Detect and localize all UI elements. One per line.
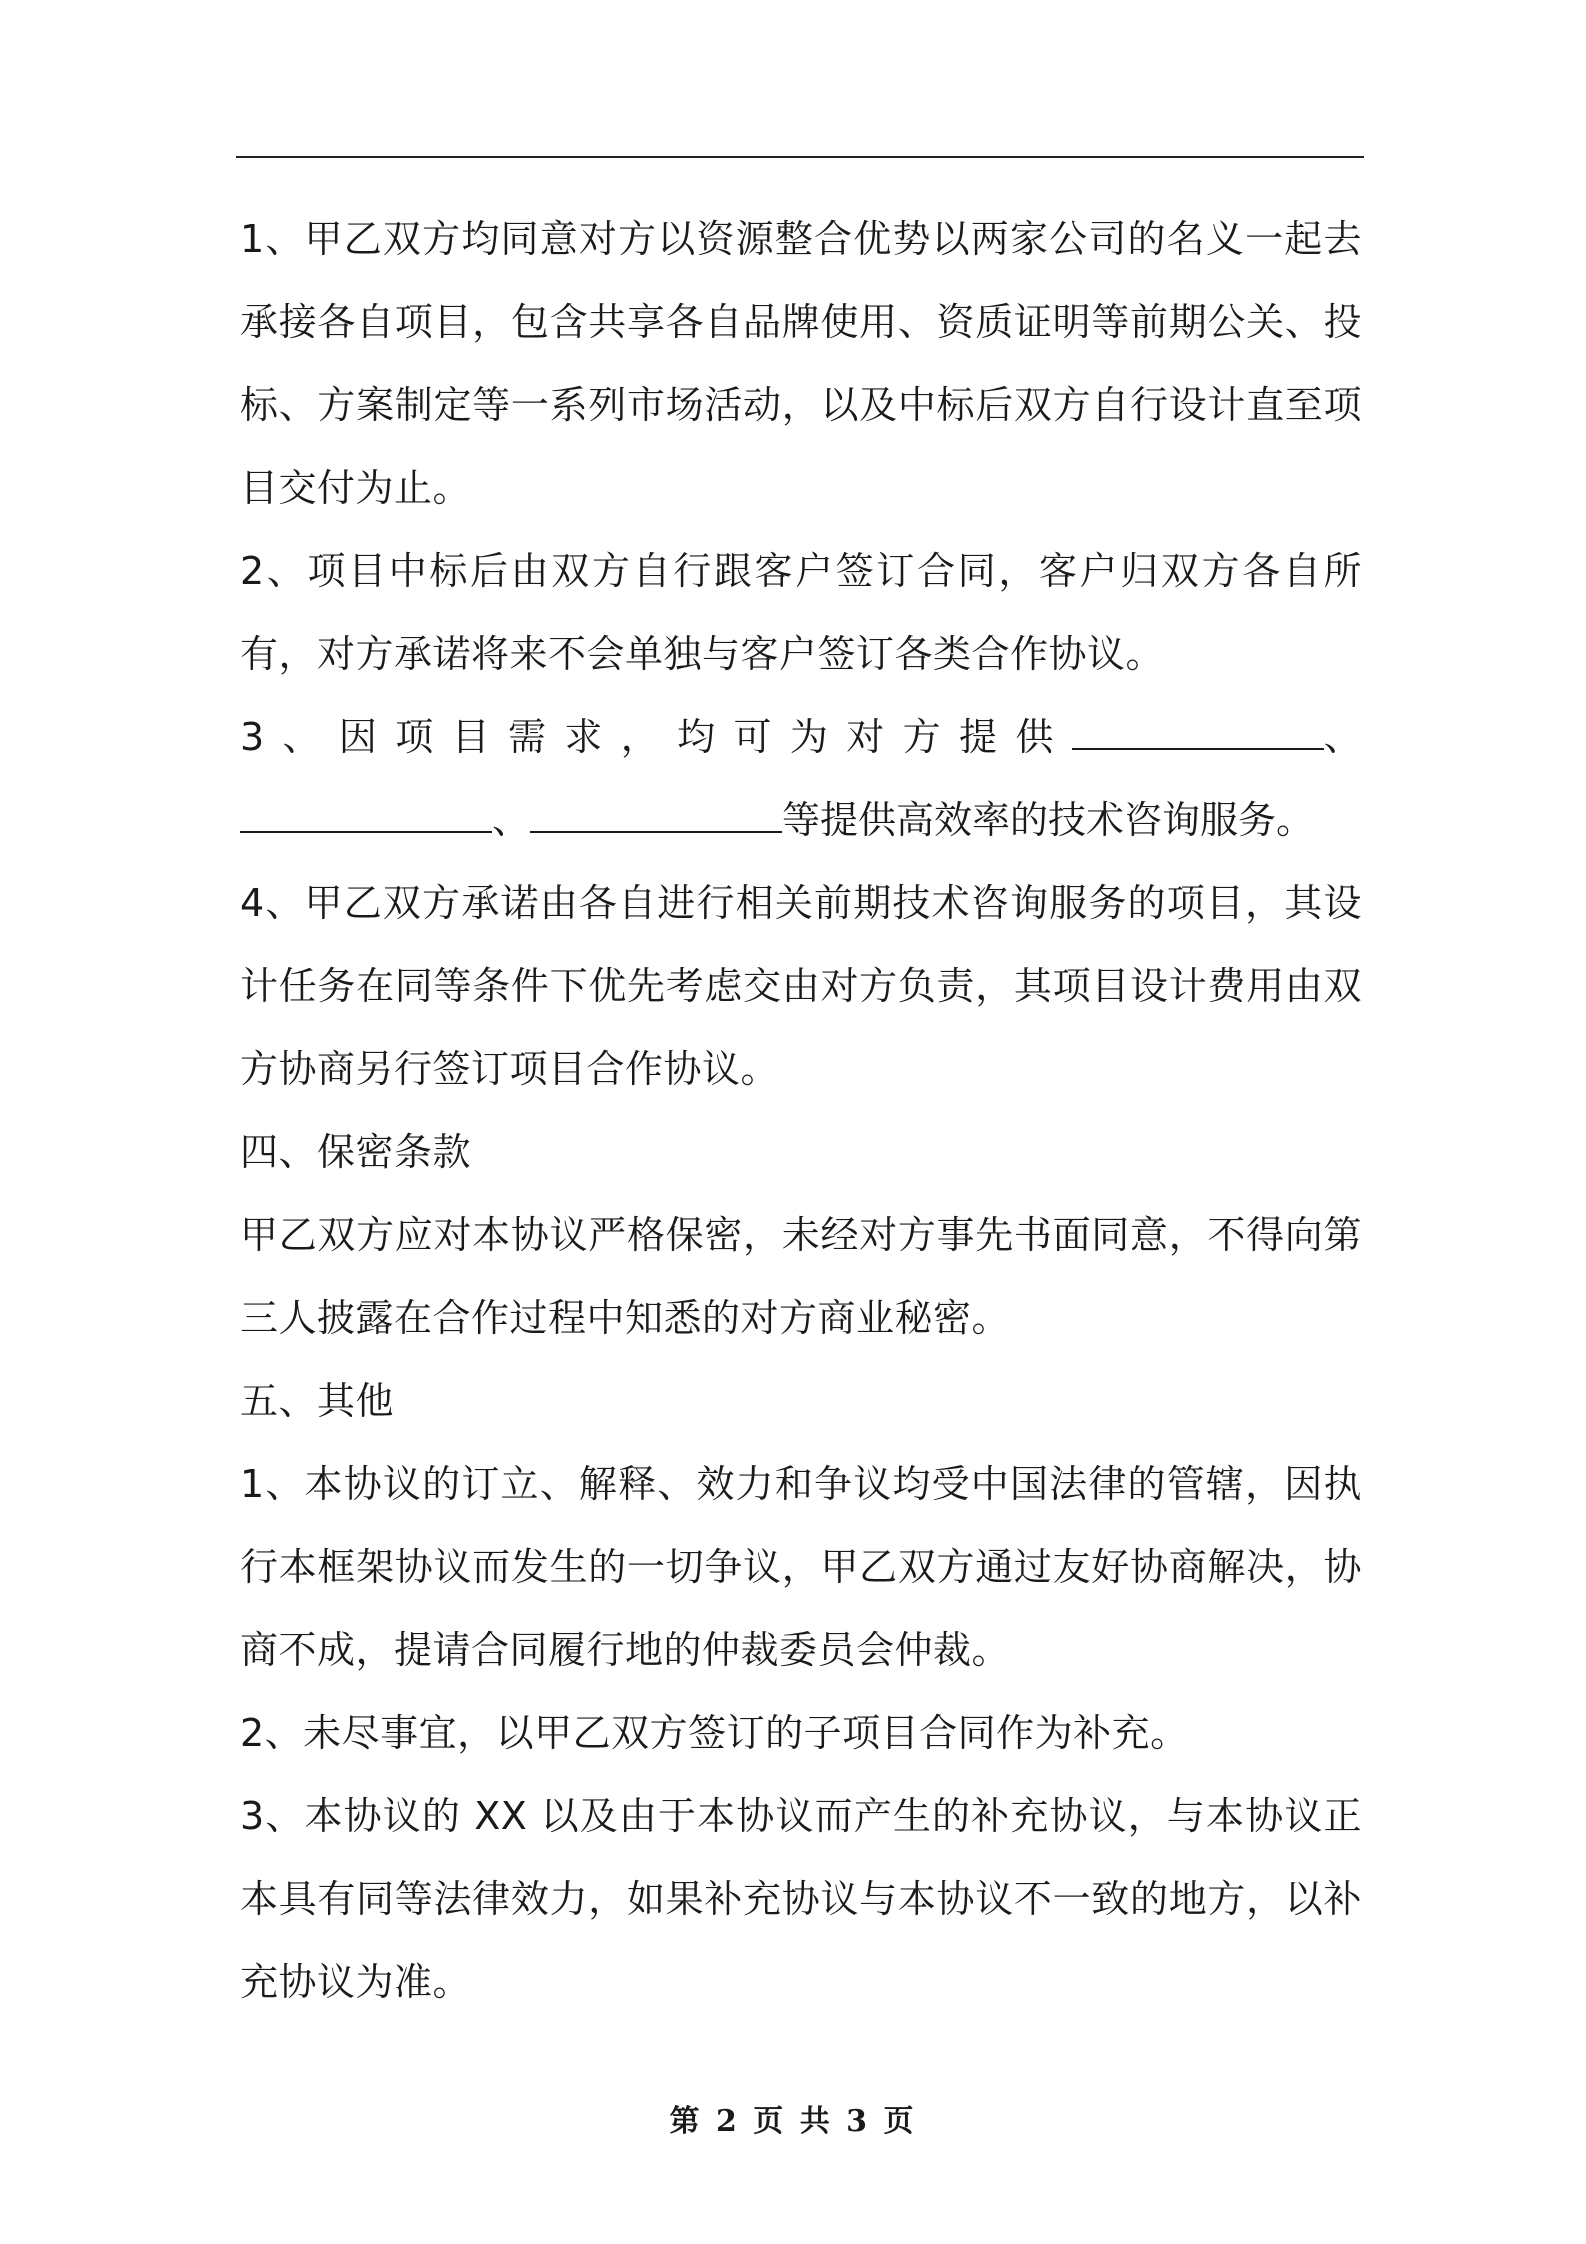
clause-3-char: 、 <box>282 715 321 759</box>
clause-3 <box>240 696 1362 862</box>
clause-3-char: 供 <box>1015 715 1054 759</box>
clause-3-char: 3 <box>240 715 265 759</box>
clause-3-separator: 、 <box>492 798 531 842</box>
section-heading-confidentiality: 四、保密条款 <box>240 1130 472 1174</box>
clause-3-char: 提 <box>959 715 998 759</box>
fill-in-blank[interactable] <box>1072 718 1324 750</box>
fill-in-blank[interactable] <box>240 801 492 833</box>
document-body <box>240 198 1362 2024</box>
clause-3-line-1 <box>240 696 1362 779</box>
clause-3-char: 为 <box>789 715 828 759</box>
clause-3-tail: 等提供高效率的技术咨询服务。 <box>782 798 1315 842</box>
clause-3-char: 因 <box>338 715 377 759</box>
section-heading-other: 五、其他 <box>240 1379 395 1423</box>
clause-3-separator: 、 <box>1323 715 1362 759</box>
clause-4: 4、甲乙双方承诺由各自进行相关前期技术咨询服务的项目，其设计任务在同等条件下优先考虑交由对方负责，其项目设计费用由双方协商另行签订项目合作协议。 <box>240 881 1362 1091</box>
clause-3-char: 均 <box>677 715 716 759</box>
clause-2: 2、项目中标后由双方自行跟客户签订合同，客户归双方各自所有，对方承诺将来不会单独与客户签订各类合作协议。 <box>240 549 1362 676</box>
clause-3-line-2 <box>240 779 1362 862</box>
clause-1: 1、甲乙双方均同意对方以资源整合优势以两家公司的名义一起去承接各自项目，包含共享各自品牌使用、资质证明等前期公关、投标、方案制定等一系列市场活动，以及中标后双方自行设计直至项目交付为止。 <box>240 217 1362 510</box>
header-rule <box>236 156 1364 158</box>
clause-3-char: 方 <box>902 715 941 759</box>
other-clause-1: 1、本协议的订立、解释、效力和争议均受中国法律的管辖，因执行本框架协议而发生的一切争议，甲乙双方通过友好协商解决，协商不成，提请合同履行地的仲裁委员会仲裁。 <box>240 1462 1362 1672</box>
fill-in-blank[interactable] <box>530 801 782 833</box>
clause-3-char: ， <box>620 715 659 759</box>
other-clause-3: 3、本协议的 XX 以及由于本协议而产生的补充协议，与本协议正本具有同等法律效力，如果补充协议与本协议不一致的地方，以补充协议为准。 <box>240 1794 1362 2004</box>
clause-3-char: 目 <box>451 715 490 759</box>
page-number-footer: 第 2 页 共 3 页 <box>669 2104 917 2139</box>
clause-3-char: 对 <box>846 715 885 759</box>
clause-3-char: 可 <box>733 715 772 759</box>
clause-3-char: 求 <box>564 715 603 759</box>
clause-3-char: 需 <box>508 715 547 759</box>
clause-3-char: 项 <box>395 715 434 759</box>
other-clause-2: 2、未尽事宜，以甲乙双方签订的子项目合同作为补充。 <box>240 1711 1189 1755</box>
confidentiality-text: 甲乙双方应对本协议严格保密，未经对方事先书面同意，不得向第三人披露在合作过程中知悉的对方商业秘密。 <box>240 1213 1362 1340</box>
